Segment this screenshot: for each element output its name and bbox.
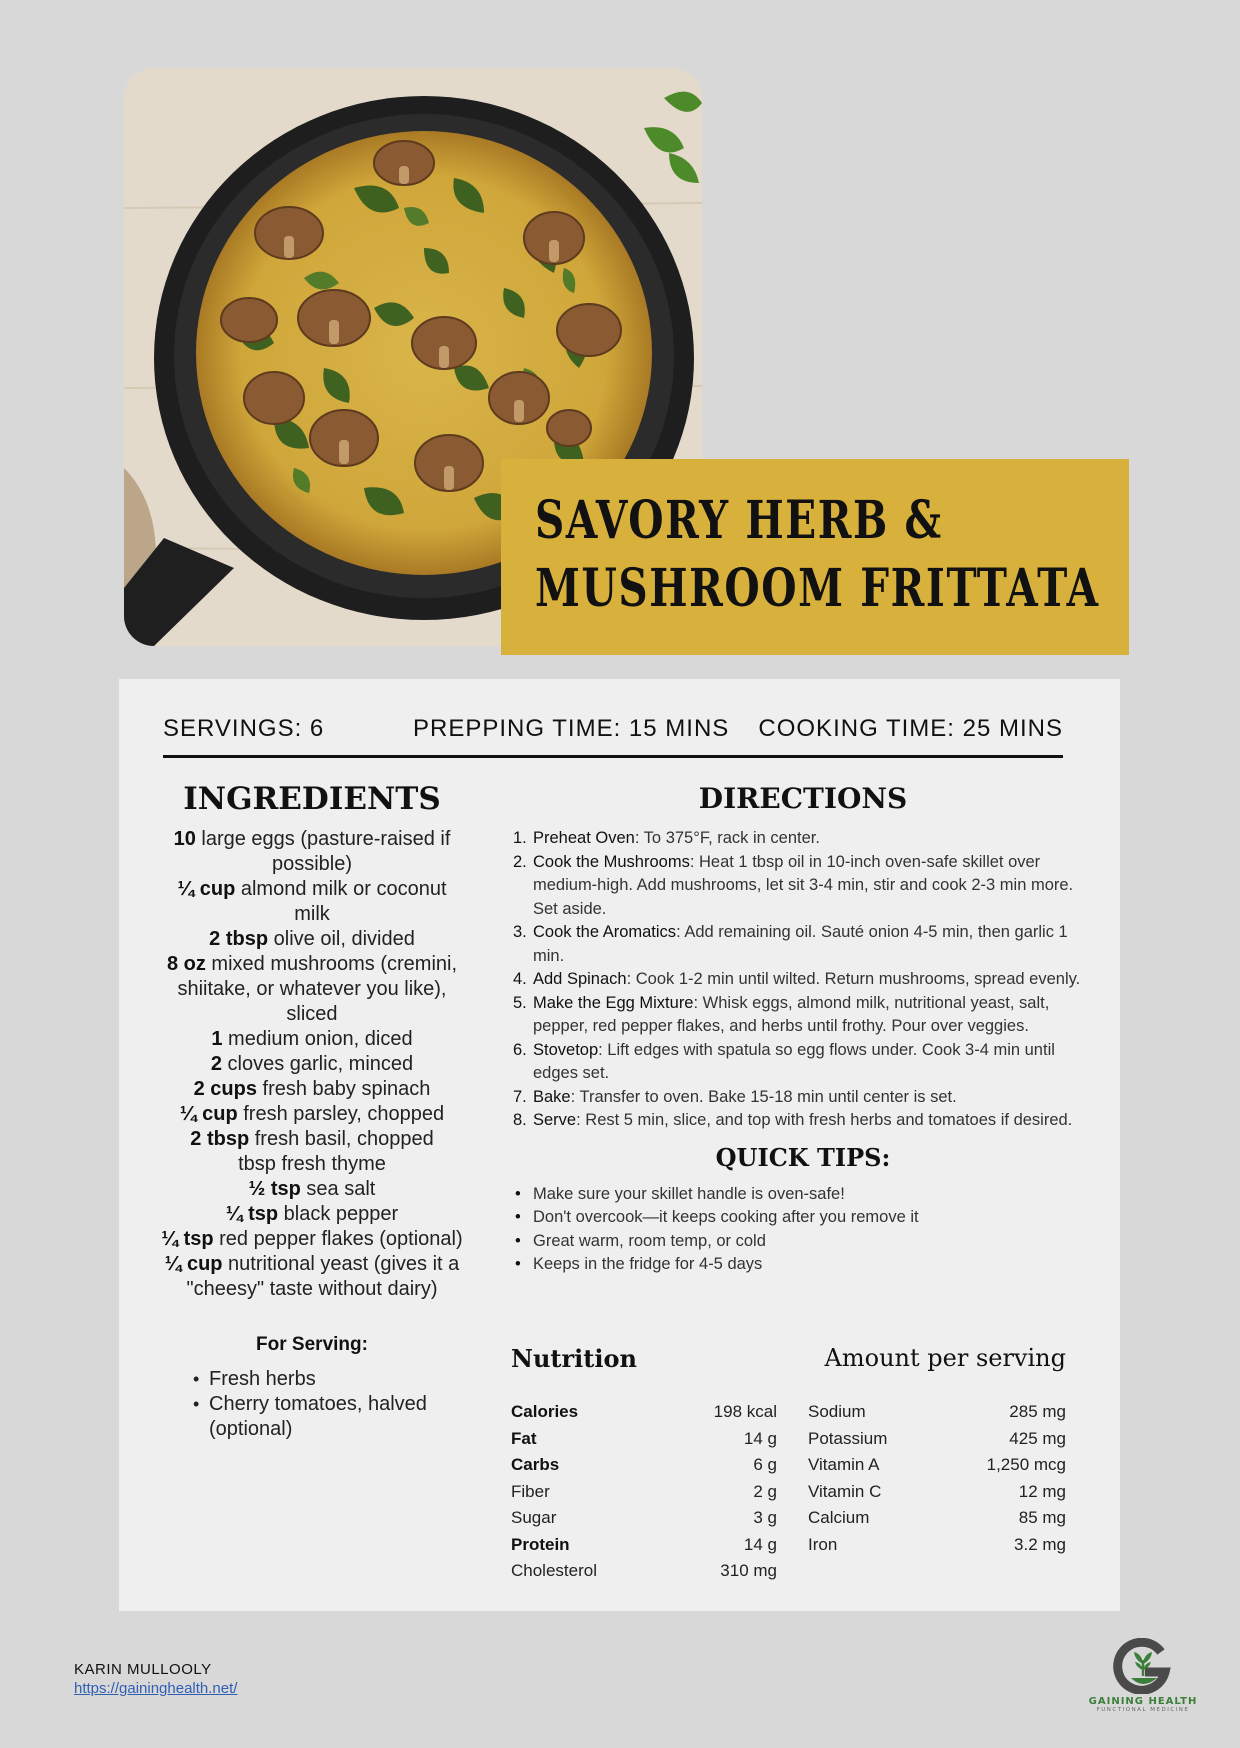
footer bbox=[74, 1660, 237, 1698]
nutrition-row: Calories 198 kcal bbox=[511, 1402, 777, 1421]
website-link[interactable]: https://gaininghealth.net/ bbox=[74, 1680, 238, 1697]
nutrition-row: Vitamin C 12 mg bbox=[808, 1481, 1066, 1501]
nutrition-row: Fat 14 g bbox=[511, 1428, 777, 1448]
title-banner bbox=[501, 459, 1129, 655]
recipe-title-line2: MUSHROOM FRITTATA bbox=[535, 558, 1100, 619]
directions-section bbox=[513, 779, 1193, 1277]
recipe-title bbox=[535, 487, 1100, 623]
nutrition-row: Vitamin A 1,250 mcg bbox=[808, 1455, 1066, 1474]
direction-step: 6. Stovetop: Lift edges with spatula so egg flows under. Cook 3-4 min until edges set. bbox=[513, 1040, 1055, 1082]
nutrition-row: Calcium 85 mg bbox=[808, 1508, 1066, 1527]
direction-step: 7. Bake: Transfer to oven. Bake 15-18 min until center is set. bbox=[513, 1087, 957, 1106]
prep-time: PREPPING TIME: 15 MINS bbox=[413, 715, 730, 742]
recipe-meta bbox=[163, 715, 1063, 755]
serving-item: • Fresh herbs bbox=[193, 1367, 467, 1392]
direction-step: 4. Add Spinach: Cook 1-2 min until wilted. Return mushrooms, spread evenly. bbox=[513, 970, 1081, 988]
servings: SERVINGS: 6 bbox=[163, 715, 325, 742]
directions-list bbox=[513, 827, 1083, 1133]
ingredient-item: ½ tsp sea salt bbox=[248, 1178, 376, 1200]
ingredient-item: 2 tbsp fresh basil, chopped bbox=[190, 1128, 434, 1150]
ingredient-item: ¼ tsp red pepper flakes (optional) bbox=[161, 1228, 463, 1250]
ingredient-item: 8 oz mixed mushrooms (cremini, shiitake, or whatever you like), sliced bbox=[166, 953, 458, 1025]
nutrition-header bbox=[511, 1344, 1066, 1384]
direction-step: 1. Preheat Oven: To 375°F, rack in center. bbox=[513, 829, 820, 847]
for-serving-list bbox=[157, 1367, 467, 1442]
quick-tips-heading: QUICK TIPS: bbox=[715, 1142, 891, 1172]
tip-item: • Keeps in the fridge for 4-5 days bbox=[513, 1253, 1073, 1277]
ingredient-item: 2 tbsp olive oil, divided bbox=[209, 928, 415, 950]
brand-tagline: FUNCTIONAL MEDICINE bbox=[1096, 1707, 1190, 1713]
ingredient-item: ¼ tsp black pepper bbox=[225, 1203, 399, 1225]
tip-item: • Great warm, room temp, or cold bbox=[513, 1230, 1073, 1254]
nutrition-subheading: Amount per serving bbox=[824, 1344, 1066, 1372]
recipe-card bbox=[119, 679, 1120, 1611]
nutrition-heading: Nutrition bbox=[511, 1344, 637, 1373]
nutrition-row: Protein 14 g bbox=[511, 1534, 777, 1554]
nutrition-column-right bbox=[808, 1402, 1066, 1561]
direction-step: 2. Cook the Mushrooms: Heat 1 tbsp oil in 10-inch oven-safe skillet over medium-high. Add mushrooms, let sit 3-4 min, stir and cook 2-3 min more. Set aside. bbox=[513, 852, 1074, 918]
ingredient-item: ¼ cup nutritional yeast (gives it a "cheesy" taste without dairy) bbox=[164, 1253, 460, 1300]
ingredient-item: 1 medium onion, diced bbox=[211, 1028, 413, 1050]
nutrition-row: Sugar 3 g bbox=[511, 1508, 777, 1527]
ingredients-list bbox=[157, 827, 467, 1302]
brand-name: GAINING HEALTH bbox=[1088, 1696, 1198, 1707]
nutrition-row: Cholesterol 310 mg bbox=[511, 1561, 777, 1580]
nutrition-panel bbox=[511, 1344, 1066, 1580]
quick-tips-list bbox=[513, 1183, 1073, 1277]
ingredient-item: tbsp fresh thyme bbox=[238, 1153, 386, 1175]
serving-item: • Cherry tomatoes, halved (optional) bbox=[193, 1392, 467, 1442]
ingredient-item: 2 cups fresh baby spinach bbox=[193, 1078, 431, 1100]
ingredients-heading: INGREDIENTS bbox=[183, 781, 441, 817]
ingredient-item: 2 cloves garlic, minced bbox=[210, 1053, 414, 1075]
nutrition-row: Carbs 6 g bbox=[511, 1455, 777, 1474]
logo-g-icon bbox=[1113, 1638, 1173, 1694]
cook-time: COOKING TIME: 25 MINS bbox=[758, 715, 1063, 742]
directions-heading: DIRECTIONS bbox=[698, 782, 908, 815]
nutrition-row: Iron 3.2 mg bbox=[808, 1534, 1066, 1554]
tip-item: • Make sure your skillet handle is oven-safe! bbox=[513, 1183, 1073, 1207]
gaining-health-logo bbox=[1083, 1638, 1203, 1714]
tip-item: • Don't overcook—it keeps cooking after you remove it bbox=[513, 1206, 1073, 1230]
direction-step: 5. Make the Egg Mixture: Whisk eggs, almond milk, nutritional yeast, salt, pepper, red pepper flakes, and herbs until frothy. Pour over veggies. bbox=[513, 993, 1050, 1035]
ingredient-item: ¼ cup almond milk or coconut milk bbox=[177, 878, 447, 925]
direction-step: 8. Serve: Rest 5 min, slice, and top with fresh herbs and tomatoes if desired. bbox=[513, 1111, 1073, 1129]
direction-step: 3. Cook the Aromatics: Add remaining oil. Sauté onion 4-5 min, then garlic 1 min. bbox=[513, 923, 1068, 965]
nutrition-row: Sodium 285 mg bbox=[808, 1402, 1066, 1421]
ingredients-section bbox=[157, 779, 467, 1442]
recipe-title-line1: SAVORY HERB & bbox=[535, 490, 943, 551]
for-serving-heading: For Serving: bbox=[256, 1334, 368, 1355]
divider bbox=[163, 755, 1063, 758]
nutrition-row: Potassium 425 mg bbox=[808, 1428, 1066, 1448]
ingredient-item: 10 large eggs (pasture-raised if possible) bbox=[173, 828, 451, 875]
ingredient-item: ¼ cup fresh parsley, chopped bbox=[179, 1103, 445, 1125]
nutrition-column-left bbox=[511, 1402, 777, 1588]
author-name: KARIN MULLOOLY bbox=[74, 1661, 212, 1678]
nutrition-row: Fiber 2 g bbox=[511, 1481, 777, 1501]
